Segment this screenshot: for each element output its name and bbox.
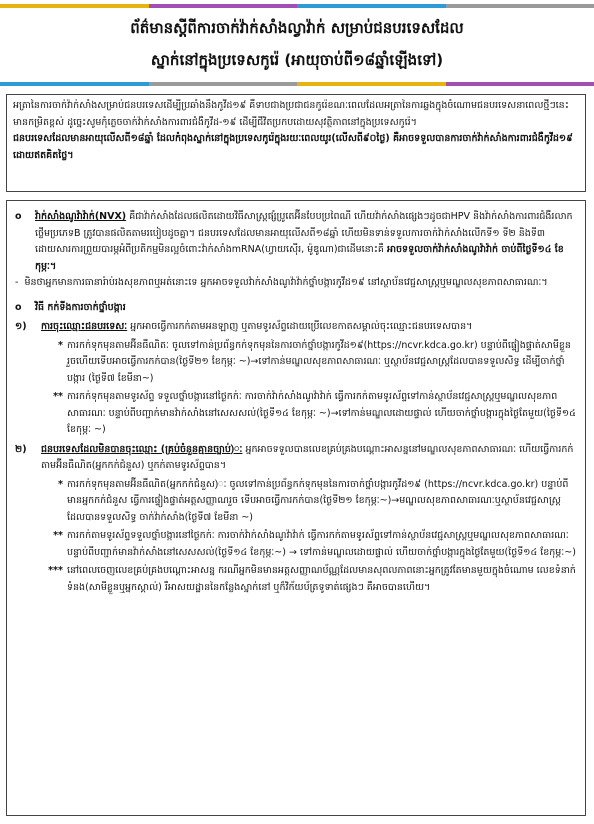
stripe-blue — [0, 82, 149, 86]
section-booking-heading: វិធី កក់ទីងការចាក់ថ្នាំបង្ការ — [35, 301, 126, 313]
note-mark: ** — [53, 391, 63, 402]
note-text: ការកក់ទុកមុនតាមអ៊ីនធឺណិត(អ្នកកក់ជំនួស)ៈ ចូលទៅកាន់ប្រព័ន្ធកក់ទុកមុននៃការចាក់ថ្នាំបង្ការកូវីដ១៩ (https://ncvr.kdca.go.kr) បន្ទាប់ពីមានអ្នកកក់ជំនួស ធ្វើការផ្ទៀងផ្ទាត់អត្តសញ្ញាណរួច ទើបអាចធ្វើការកក់បាន(ថ្ងៃទី២១ ខែកុម្ភៈ~)→មណ្ឌលសុខភាពសាធារណៈឬស្ថាប័នវេជ្ជសាស្ត្រដែលបានទទួលសិទ្ធ ចាក់វ៉ាក់សាំង(ថ្ងៃទី៧ ខែមីនា ~) — [67, 478, 569, 523]
step-unregistered-heading: ជនបរទេសដែលមិនបានចុះឈ្មោះ (គ្រប់ចំនួនគ្មានច្បាប់)ៈ — [41, 443, 243, 455]
section-novavax-heading: វ៉ាក់សាំងណូវ៉ាវ៉ាក់(NVX) — [35, 211, 127, 222]
title-line-1: ព័ត៌មានស្តីពីការចាក់វ៉ាក់សាំងល្វាវ៉ាក់ សម្រាប់ជនបរទេសដែល — [130, 19, 464, 37]
section-bullet: o — [15, 211, 22, 222]
note-mark: *** — [48, 565, 63, 576]
section-novavax-emphasis: អាចទទួលចាក់វ៉ាក់សាំងណូវ៉ាវ៉ាក់ ចាប់ពីថ្ងៃទី១៤ ខែកុម្ភៈ។ — [35, 244, 564, 272]
note-text: នៅពេលចេញលេខគ្រប់គ្រងបណ្តោះអាសន្ន ករណីអ្នកមិនមានអត្តសញ្ញាណប័ណ្ណដែលមានសុពលភាពនោះអ្នកត្រូវតែមានមួយក្នុងចំណោម លេខទំនាក់ទំនង(សាមីខ្លួនឬអ្នកស្គាល់) រឺអាសយដ្ឋាននៃកន្លែងស្នាក់នៅ ឬក៏វិក័យប័ត្រទូទាត់ផ្សេងៗ គឺអាចបានហើយ។ — [67, 565, 576, 593]
step-unregistered-content — [41, 442, 577, 475]
note-online-booking — [15, 338, 577, 388]
insurance-note — [15, 275, 577, 292]
intro-paragraph: អត្រានៃការចាក់វ៉ាក់សាំងសម្រាប់ជនបរទេសដើម្បីប្រឆាំងនឹងកូវីដ១៩ គឺទាបជាងប្រជាជនកូរ៉េខណៈពេលដែលអត្រានៃការឆ្លងក្នុងចំណោមជនបរទេសនាពេលថ្មីៗនេះមានកម្រិតខ្ពស់ ដូច្នេះសូមកុំភ្លេចចាក់វ៉ាក់សាំងការពារជំងឺកូវីដ-១៩ ដើម្បីជីវិតប្រកបដោយសុវត្ថិភាពនៅក្នុងប្រទេសកូរ៉េ។ — [13, 100, 569, 128]
note-temporary-number — [15, 563, 577, 596]
stripe-purple — [149, 4, 298, 8]
note-mark: * — [58, 478, 63, 490]
stripe-blue — [297, 4, 446, 8]
stripe-yellow — [297, 82, 446, 86]
note-proxy-online-booking — [15, 477, 577, 527]
section-bullet: o — [15, 301, 22, 313]
stripe-yellow — [0, 4, 149, 8]
stripe-purple — [446, 82, 594, 86]
step-unregistered-body: អ្នកអាចទទួលបានលេខគ្រប់គ្រងបណ្តោះអាសន្ននៅមណ្ឌលសុខភាពសាធារណៈ ហើយធ្វើការកក់តាមអ៊ីនធឺណិត(អ្នកកក់ជំនួស) ឬកក់តាមទូរស័ព្ទបាន។ — [41, 443, 574, 471]
step-number: ១) — [15, 321, 27, 332]
insurance-note-text: មិនថាអ្នកមានការធានារ៉ាប់រងសុខភាពឬអត់នោះទេ អ្នកអាចទទួលវ៉ាក់សាំងណូវ៉ាវ៉ាក់ថ្នាំបង្ការកូវីដ១៩ នៅស្ថាប័នវេជ្ជសាស្ត្រឬមណ្ឌលសុខភាពសាធារណៈ។ — [24, 277, 548, 288]
title-line-2: ស្នាក់នៅក្នុងប្រទេសកូរ៉េ (អាយុចាប់ពី១៨ឆ្នាំឡើងទៅ) — [150, 51, 444, 69]
stripe-gray — [446, 4, 594, 8]
info-box — [6, 200, 586, 816]
step-registered-content — [41, 319, 472, 336]
note-text: ការកក់តាមទូរស័ព្ទទទួលថ្នាំបង្ការនៅថ្ងៃកក់ៈ ការចាក់វ៉ាក់សាំងណូវ៉ាវ៉ាក់ ធ្វើការកក់តាមទូរស័ព្ទទៅកាន់ស្ថាប័នវេជ្ជសាស្ត្រឬមណ្ឌលសុខភាពសាធារណៈ បន្ទាប់ពីបញ្ជាក់មានវ៉ាក់សាំងនៅសេសសល់(ថ្ងៃទី១៤ ខែកុម្ភៈ~) → ទៅកាន់មណ្ឌលដោយផ្ទាល់ ហើយចាក់ថ្នាំបង្ការក្នុងថ្ងៃតែមួយ(ថ្ងៃទី១៤ ខែកុម្ភៈ~) — [67, 530, 576, 558]
note-mark: * — [58, 339, 63, 351]
top-color-stripe — [0, 4, 594, 8]
step-registered — [15, 319, 577, 336]
dash-mark: - — [15, 277, 19, 288]
section-novavax-body: គឺជាវ៉ាក់សាំងដែលផលិតដោយវិធីសាស្ត្រផ្សំប្រូតេអ៊ីនបែបប្រពៃណី ហើយវ៉ាក់សាំងផ្សេងៗដូចជាHPV និងវ៉ាក់សាំងការពារជំងឺរលាកថ្លើមប្រភេទB ត្រូវបានផលិតតាមរបៀបដូចគ្នា។ ជនបរទេសដែលមានអាយុលើសពី១៨ឆ្នាំ ហើយមិនទាន់ទទួលការចាក់វ៉ាក់សាំងលើកទី១ ទី២ និងទី៣ ដោយសារការព្រួយបារម្ភអំពីប្រតិកម្មមិនល្អចំពោះវ៉ាក់សាំងmRNA(ហ្វាយស៊ើរ, ម៉ូឌូណា)ជាដើមនោះគឺ — [35, 211, 573, 255]
step-unregistered — [15, 442, 577, 475]
step-registered-heading: ការចុះឈ្មោះជនបរទេសៈ — [41, 321, 128, 332]
note-text: ការកក់ទុកមុនតាមទូរស័ព្ទ ទទួលថ្នាំបង្ការនៅថ្ងៃកក់ៈ ការចាក់វ៉ាក់សាំងណូវ៉ាវ៉ាក់ ធ្វើការកក់តាមទូរស័ព្ទទៅកាន់ស្ថាប័នវេជ្ជសាស្ត្រឬមណ្ឌលសុខភាពសាធារណៈ បន្ទាប់ពីបញ្ជាក់មានវ៉ាក់សាំងនៅសេសសល់(ថ្ងៃទី១៤ ខែកុម្ភៈ ~)→ទៅកាន់មណ្ឌលដោយផ្ទាល់ ហើយចាក់ថ្នាំបង្ការក្នុងថ្ងៃតែមួយ(ថ្ងៃទី១៤ ខែកុម្ភៈ ~) — [67, 391, 576, 435]
step-registered-body: អ្នកអាចធ្វើការកក់តាមអនឡាញ ឬតាមទូរស័ព្ទដោយប្រើលេខកាតសម្គាល់ចុះឈ្មោះជនបរទេសបាន។ — [130, 321, 473, 332]
section-novavax-content — [35, 209, 577, 275]
intro-box — [6, 94, 586, 192]
note-phone-booking — [15, 528, 577, 561]
section-booking — [15, 300, 577, 317]
section-novavax — [15, 209, 577, 275]
note-mark: ** — [53, 530, 63, 541]
step-number: ២) — [15, 443, 27, 455]
stripe-gray — [149, 82, 298, 86]
intro-emphasis: ជនបរទេសដែលមានអាយុលើសពី១៨ឆ្នាំ ដែលកំពុងស្នាក់នៅក្នុងប្រទេសកូរ៉េក្នុងរយៈពេលយូរ(លើសពី៩០ថ្ងៃ) គឺអាចទទួលបានការចាក់វ៉ាក់សាំងការពារជំងឺកូវីដ១៩ ដោយឥតគិតថ្លៃ។ — [13, 133, 573, 161]
note-phone-booking — [15, 389, 577, 439]
bottom-color-stripe — [0, 82, 594, 86]
page-title — [8, 12, 586, 76]
note-text: ការកក់ទុកមុនតាមអ៊ីនធឺណិតៈ ចូលទៅកាន់ប្រព័ន្ធកក់ទុកមុននៃការចាក់ថ្នាំបង្ការកូវីដ១៩(https://ncvr.kdca.go.kr) បន្ទាប់ពីផ្ទៀងផ្ទាត់សាមីខ្លួនរួចហើយទើបអាចធ្វើការកក់បាន(ថ្ងៃទី២១ ខែកុម្ភៈ ~)→ទៅកាន់មណ្ឌលសុខភាពសាធារណៈ ឬស្ថាប័នវេជ្ជសាស្ត្រដែលបានទទួលសិទ្ធ ដើម្បីចាក់ថ្នាំបង្ការ (ថ្ងៃទី៧ ខែមីនា~) — [67, 339, 571, 384]
